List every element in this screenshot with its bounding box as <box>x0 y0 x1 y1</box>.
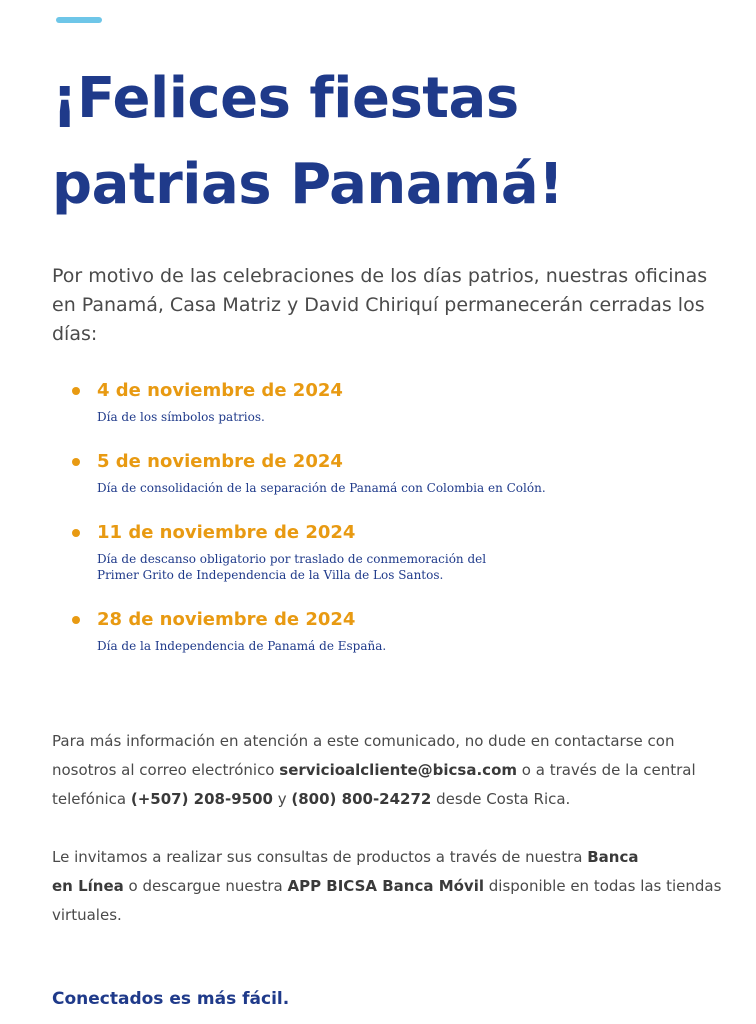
invite-text: o descargue nuestra <box>123 877 288 895</box>
list-item <box>72 520 712 583</box>
list-item <box>72 607 712 654</box>
date-description-line: Día de descanso obligatorio por traslado de conmemoración del <box>97 552 487 566</box>
title-line-1: ¡Felices fiestas <box>52 66 519 131</box>
title-line-2: patrias Panamá! <box>52 152 564 217</box>
contact-text: o a través de la central telefónica <box>52 761 696 808</box>
date-description-line: Primer Grito de Independencia de la Villa de Los Santos. <box>97 568 444 582</box>
banca-en-linea-text-1: Banca <box>587 848 639 866</box>
invite-text: disponible en todas las tiendas virtuales. <box>52 877 722 924</box>
bullet-dot-icon <box>72 387 80 395</box>
date-description <box>97 551 712 583</box>
date-description <box>97 409 712 425</box>
phone-costa-rica[interactable]: (800) 800-24272 <box>291 790 432 808</box>
email-link[interactable]: servicioalcliente@bicsa.com <box>279 761 518 779</box>
list-item <box>72 378 712 425</box>
date-label: 28 de noviembre de 2024 <box>97 609 356 630</box>
invite-text: Le invitamos a realizar sus consultas de productos a través de nuestra <box>52 848 588 866</box>
date-description-line: Día de los símbolos patrios. <box>97 410 265 424</box>
banca-en-linea-text-2: en Línea <box>52 877 124 895</box>
contact-text: Para más información en atención a este comunicado, no dude en contactarse con nosotros al correo electrónico <box>52 732 675 779</box>
tagline: Conectados es más fácil. <box>52 989 290 1009</box>
date-description <box>97 480 712 496</box>
contact-text: y <box>272 790 292 808</box>
contact-text: desde Costa Rica. <box>431 790 571 808</box>
bullet-dot-icon <box>72 458 80 466</box>
app-bicsa-link[interactable]: APP BICSA Banca Móvil <box>287 877 484 895</box>
date-label: 4 de noviembre de 2024 <box>97 380 343 401</box>
list-item <box>72 449 712 496</box>
date-description <box>97 638 712 654</box>
bullet-dot-icon <box>72 616 80 624</box>
bullet-dot-icon <box>72 529 80 537</box>
date-label: 11 de noviembre de 2024 <box>97 522 356 543</box>
accent-bar <box>56 17 102 23</box>
date-description-line: Día de consolidación de la separación de Panamá con Colombia en Colón. <box>97 481 546 495</box>
closure-dates-list <box>72 378 712 678</box>
invite-paragraph <box>52 843 732 930</box>
date-label: 5 de noviembre de 2024 <box>97 451 343 472</box>
intro-paragraph: Por motivo de las celebraciones de los días patrios, nuestras oficinas en Panamá, Casa Matriz y David Chiriquí permanecerán cerradas los días: <box>52 265 708 345</box>
contact-paragraph <box>52 727 732 814</box>
phone-panama[interactable]: (+507) 208-9500 <box>130 790 273 808</box>
date-description-line: Día de la Independencia de Panamá de España. <box>97 639 387 653</box>
page-title <box>52 56 742 228</box>
